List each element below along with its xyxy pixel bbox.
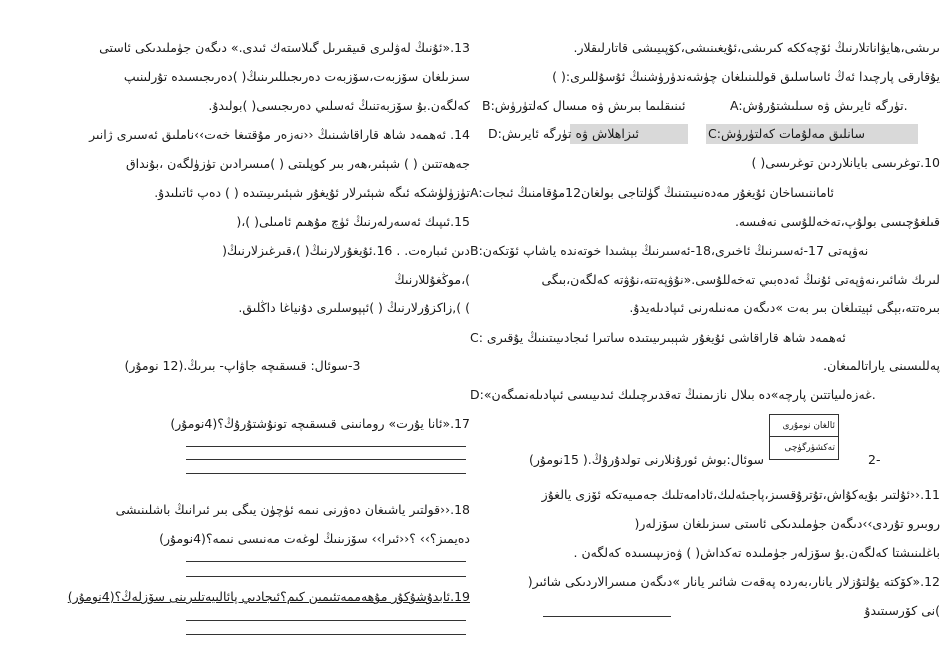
question-stem: يۇقارقى پارچىدا ئەڭ ئاساسلىق قوللىنىلغان چۈشەندۈرۈشنىڭ ئۇسۇللىرى:( ): [552, 69, 940, 84]
question-16-line2: )،موڭغۇللارنىڭ: [394, 272, 470, 287]
question-14-line2: جەھەتتىن ( ) شېئىر،ھەر بىر كوپلىتى ( )مىسرادىن تۈزۈلگەن ،بۇنداق: [125, 156, 470, 171]
answer-line: [186, 576, 466, 577]
score-table: [769, 414, 839, 460]
question-14-line3: تۈزۈلۈشكە ئىگە شېئىرلار ئۇيغۇر شېئىرىيىتىدە ( ) دەپ ئاتىلىدۇ.: [154, 185, 470, 200]
checker-row-label: تەكشۈرگۈچى: [784, 443, 835, 453]
answer-line: [186, 459, 466, 460]
option-a-line1: A:ئاماننىساخان ئۇيغۇر مەدەنىيىتىنىڭ گۈلتاجى بولغان12مۇقامنىڭ ئىجات: [470, 185, 835, 200]
question-11-line3: باغلىنىشتا كەلگەن.بۇ سۆزلەر جۈملىدە تەكداش( ) ۋەزىپىسىدە كەلگەن .: [573, 545, 940, 560]
option-d: D:ئىزاھلاش ۋە تۈرگە ئايرىش: [488, 126, 639, 141]
question-18-line1: 18.‹‹قولتىر ياشىغان دەۋرنى نىمە ئۈچۈن يىگى بىر ئىرانىڭ باشلىنىشى: [115, 502, 470, 517]
option-c-line2: پەللىسىنى ياراتالمىغان.: [823, 358, 940, 373]
section-2-title: سوئال:بوش ئورۇنلارنى تولدۇرۇڭ.( 15نومۇر): [529, 452, 764, 467]
question-11-line2: روبىرو تۇردى››دىگەن جۈملىدىكى ئاستى سىزىلغان سۆزلەر(: [634, 516, 940, 531]
question-15: 15.ئىپىك ئەسەرلەرنىڭ ئۈچ مۇھىم ئامىلى( )،(: [236, 214, 470, 229]
question-18-line2: دەيمىز؟›› ؟‹‹ئىرا›› سۆزىنىڭ لوغەت مەنىسى نىمە؟(4نومۇر): [159, 531, 470, 546]
answer-line: [186, 446, 466, 447]
option-b-line3: بىرەتتە،بېگى ئېيتىلغان بىر بەت »دىگەن مەنىلەرنى ئىپادىلەيدۇ.: [629, 300, 940, 315]
option-c-line1: C: ئەھمەد شاھ قاراقاشى ئۇيغۇر شېبىرىيىتىدە ساتىرا ئىجادىيىتىنىڭ يۇقىرى: [470, 330, 846, 345]
answer-line: [186, 620, 466, 621]
question-17: 17.«ئانا يۇرت» رومانىنى قىسقىچە تونۇشتۇرۇڭ؟(4نومۇر): [170, 416, 470, 431]
question-16-line1: دىن ئىبارەت. . 16.ئۇيغۇرلارنىڭ( )،قىرغىزلارنىڭ(: [222, 243, 470, 258]
text-line: ىرىشى،هايۋاناتلارنىڭ ئۆچەككە كىرىشى،ئۇيغىنىشى،كۆپىيىشى قاتارلىقلار.: [573, 40, 940, 55]
question-13-line2: سىزىلغان سۆزبەت،سۆزبەت دەرىجىللىرىنىڭ( )دەرىجىسىدە تۇرلىنىپ: [123, 69, 470, 84]
question-10: 10.توغرىسى بايانلاردىن توغرىسى( ): [751, 155, 940, 170]
section-number: 2-: [868, 452, 881, 467]
option-a: A:تۈرگە ئايرىش ۋە سىلىشتۇرۇش.: [730, 98, 908, 113]
question-13-line1: 13.«ئۇنىڭ لەۋلىرى قىيقىرىل گىلاستەك ئىدى.» دىگەن جۈملىدىكى ئاستى: [99, 40, 470, 55]
option-d-line1: D:«غەزەلىياتتىن پارچە»دە بىلال نازىمنىڭ تەقدىرچىلىك ئىدىيىسى ئىپادىلەنمىگەن.: [470, 387, 876, 402]
score-row-label: ئالغان نومۇرى: [770, 415, 838, 437]
option-a-line2: قىلغۇچىسى بولۇپ،تەخەللۇسى نەفىسە.: [734, 214, 940, 229]
section-3-title: 3-سوئال: قىسقىچە جاۋاپ- بىرىڭ.(12 نومۇر): [124, 358, 361, 373]
option-b-line2: لىرىك شائىر،نەۋپەتى ئۇنىڭ ئەدەبىي تەخەللۇسى.«نۇۋپەتتە،نۇۋتە كەلگەن،بىگى: [541, 272, 940, 287]
question-13-line3: كەلگەن.بۇ سۆزبەتنىڭ ئەسلىي دەرىجىسى( )بولىدۇ.: [208, 98, 470, 113]
option-b-line1: B:نەۋپەتى 17-ئەسىرنىڭ ئاخىرى،18-ئەسىرنىڭ بېشىدا خوتەندە ياشاپ ئۆتكەن: [470, 243, 869, 258]
answer-line: [186, 634, 466, 635]
question-14-line1: 14. ئەھمەد شاھ قاراقاشىنىڭ ‹‹نەزەر مۇقتىغا خەت››ناملىق ئەسىرى ژانىر: [89, 127, 470, 142]
question-12-line1: 12.«كۆكتە يۇلتۇزلار يانار،بەردە پەقەت شائىر يانار »دىگەن مىسرالاردىكى شائىر(: [527, 574, 940, 589]
question-11-line1: 11.‹‹ئۇلتىر بۇيەكۇاش،تۇترۇقسىز،پاجىئەلىك،ئادامەتلىك جەمىيەتكە ئۆزى يالغۇز: [541, 487, 940, 502]
question-12-line2: )نى كۆرسىتىدۇ: [864, 603, 940, 618]
option-b: B:ئىنىقلىما بىرىش ۋە مىسال كەلتۈرۈش: [482, 98, 686, 113]
question-19: 19.ئابدۇشۇكۇر مۇھەممەتئىمىن كىم؟ئىجادىي پائالىيەتلىرىنى سۆزلەڭ؟(4نومۇر): [67, 589, 470, 604]
answer-line: [186, 561, 466, 562]
answer-line: [543, 616, 671, 617]
question-16-line3: ) ),زاكزۇرلارنىڭ ( )ئېپوسلىرى دۇنياغا داڭلىق.: [238, 300, 470, 315]
option-c: C:سانلىق مەلۇمات كەلتۈرۈش: [708, 126, 865, 141]
answer-line: [186, 473, 466, 474]
